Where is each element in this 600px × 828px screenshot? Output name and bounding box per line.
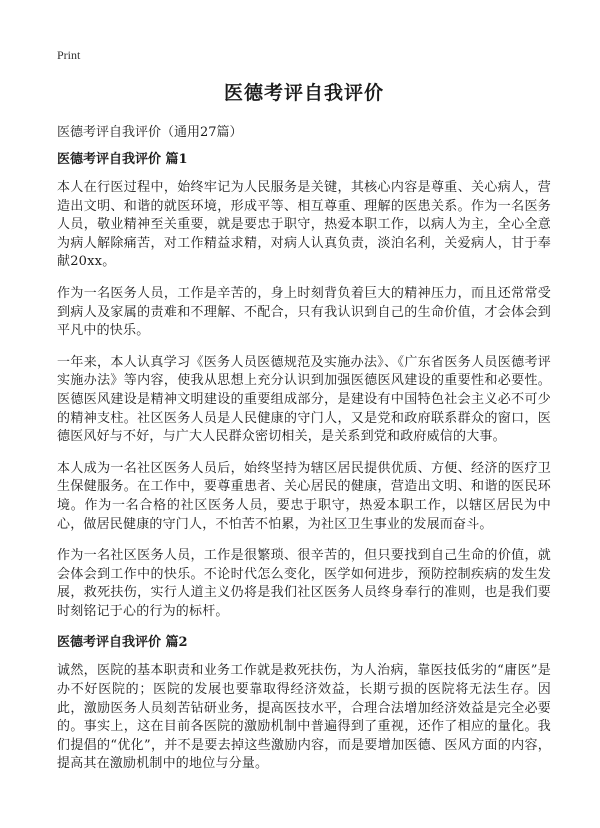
print-link[interactable]: Print xyxy=(57,48,81,62)
paragraph: 本人成为一名社区医务人员后，始终坚持为辖区居民提供优质、方便、经济的医疗卫生保健服务。在工作中，要尊重患者、关心居民的健康，营造出文明、和谐的医民环境。作为一名合格的社区医务人员，要忠于职守，热爱本职工作，以辖区居民为中心，做居民健康的守门人，不怕苦不怕累，为社区卫生事业的发展而奋斗。 xyxy=(57,460,551,532)
section-2 xyxy=(57,634,551,774)
paragraph: 本人在行医过程中，始终牢记为人民服务是关键，其核心内容是尊重、关心病人，营造出文明、和谐的就医环境，形成平等、相互尊重、理解的医患关系。作为一名医务人员，敬业精神至关重要，就是要忠于职守，热爱本职工作，以病人为主，全心全意为病人解除痛苦，对工作精益求精，对病人认真负责，淡泊名利，关爱病人，甘于奉献20xx。 xyxy=(57,180,551,270)
section-heading: 医德考评自我评价 篇2 xyxy=(57,635,188,651)
document-subtitle: 医德考评自我评价（通用27篇） xyxy=(57,125,243,140)
paragraph: 作为一名社区医务人员，工作是很繁琐、很辛苦的，但只要找到自己生命的价值，就会体会到工作中的快乐。不论时代怎么变化，医学如何进步，预防控制疾病的发生发展，救死扶伤，实行人道主义仍将是我们社区医务人员终身奉行的准则，也是我们要时刻铭记于心的行为的标杆。 xyxy=(57,548,551,619)
paragraph: 作为一名医务人员，工作是辛苦的，身上时刻背负着巨大的精神压力，而且还常常受到病人及家属的责难和不理解、不配合，只有我认识到自己的生命价值，才会体会到平凡中的快乐。 xyxy=(57,285,551,339)
section-1 xyxy=(57,151,551,621)
section-heading: 医德考评自我评价 篇1 xyxy=(57,152,188,167)
paragraph: 一年来，本人认真学习《医务人员医德规范及实施办法》、《广东省医务人员医德考评实施办法》等内容，使我从思想上充分认识到加强医德医风建设的重要性和必要性。医德医风建设是精神文明建设的重要组成部分，是建设有中国特色社会主义必不可少的精神支柱。社区医务人员是人民健康的守门人，又是党和政府联系群众的窗口，医德医风好与不好，与广大人民群众密切相关，是关系到党和政府威信的大事。 xyxy=(57,354,551,445)
document-content xyxy=(57,151,551,787)
paragraph: 诚然，医院的基本职责和业务工作就是救死扶伤，为人治病，靠医技低劣的“庸医”是办不好医院的；医院的发展也要靠取得经济效益，长期亏损的医院将无法生存。因此，激励医务人员刻苦钻研业务，提高医技水平，合理合法增加经济效益是完全必要的。事实上，这在目前各医院的激励机制中普遍得到了重视，还作了相应的量化。我们提倡的“优化”，并不是要去掉这些激励内容，而是要增加医德、医风方面的内容，提高其在激励机制中的地位与分量。 xyxy=(57,663,551,772)
page-title: 医德考评自我评价 xyxy=(223,82,384,104)
